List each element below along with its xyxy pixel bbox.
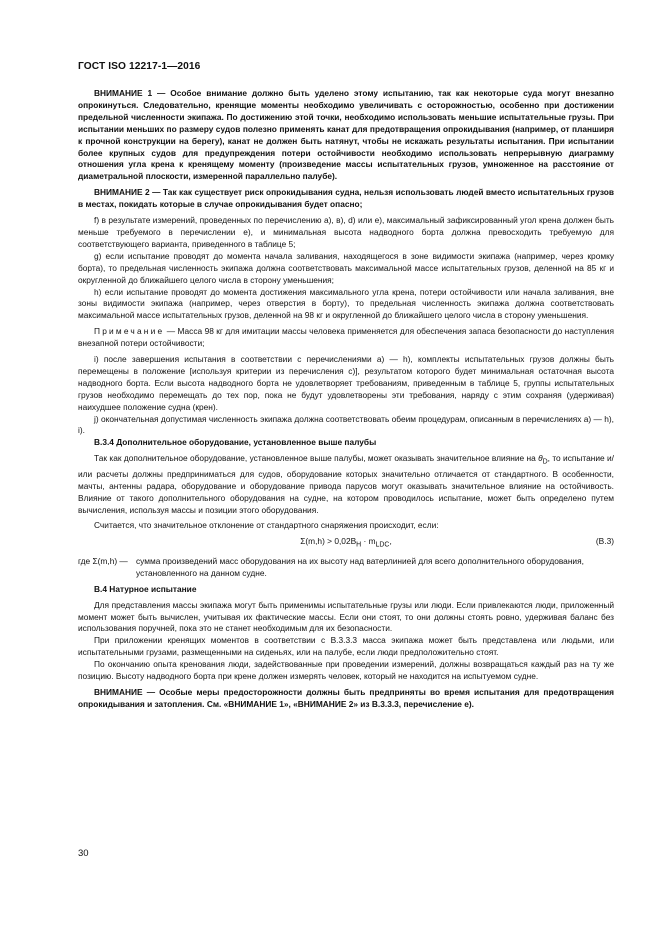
section-heading-b34: В.3.4 Дополнительное оборудование, установленное выше палубы xyxy=(94,437,377,448)
formula-b3 xyxy=(78,536,614,552)
formula-number: (B.3) xyxy=(595,536,614,547)
page-number: 30 xyxy=(78,848,89,859)
b34-paragraph-2: Считается, что значительное отклонение от стандартного снаряжения происходит, если: xyxy=(94,520,439,531)
list-item-h: h) если испытание проводят до момента достижения максимального угла крена, потери остойчивости или начала заливания, вне зоны видимости экипажа (например, через отверстия в борту), то предельная численность экипажа должна соответствовать максимальной массе испытательных грузов, деленной на 98 кг и округленной до ближайшего целого числа в сторону уменьшения. xyxy=(78,286,614,321)
where-text: сумма произведений масс оборудования на их высоту над ватерлинией для всего дополнительного оборудования, установленного на данном судне. xyxy=(136,555,584,578)
warning-3: ВНИМАНИЕ — Особые меры предосторожности должны быть предприняты во время испытания для предотвращения опрокидывания и затопления. См. «ВНИМАНИЕ 1», «ВНИМАНИЕ 2» из В.3.3.3, перечисление e). xyxy=(78,687,614,709)
warning-2: ВНИМАНИЕ 2 — Так как существует риск опрокидывания судна, нельзя использовать людей вместо испытательных грузов в местах, покидать которые в случае опрокидывания будет опасно; xyxy=(78,187,614,210)
list-item-g: g) если испытание проводят до момента начала заливания, находящегося в зоне видимости экипажа (например, через кромку борта), то предельная численность экипажа должна соответствовать максимальной массе испытательных грузов, деленной на 85 кг и округленной до ближайшего целого числа в сторону уменьшения; xyxy=(78,250,614,285)
theta-symbol: θ xyxy=(538,453,543,464)
b34-text-b: , то испытание и/или расчеты должны предприниматься для судов, оборудование которых значительно отличается от стандартного. В особенности, мачты, антенны радара, оборудование и оборудование привода парусов могут оказывать значительное влияние на остойчивость. Влияние от такого дополнительного оборудования на судне, на котором проводилось испытание, может быть определено путем вычисления, используя массы и позиции этого оборудования. xyxy=(78,453,614,515)
b4-paragraph-1: Для представления массы экипажа могут быть применимы испытательные грузы или люди. Если привлекаются люди, приложенный момент может быть вычислен, учитывая их фактические массы. Если они стоят, то они должны стоять ровно, удерживая баланс без использования поручней, пока это не станет необходимым для их безопасности. xyxy=(78,599,614,634)
formula-subscript-ldc: LDC xyxy=(375,542,390,550)
b34-text-a: Так как дополнительное оборудование, установленное выше палубы, может оказывать значительное влияние на xyxy=(94,453,539,464)
note-label: Примечание xyxy=(94,326,165,337)
note xyxy=(78,326,614,350)
where-label: где Σ(m,h) — xyxy=(78,555,128,566)
warning-1: ВНИМАНИЕ 1 — Особое внимание должно быть уделено этому испытанию, так как некоторые суда могут внезапно опрокинуться. Следовательно, кренящие моменты необходимо увеличивать с осторожностью, особенно при достижении предельной численности экипажа. По достижению этой точки, необходимо использовать меньшие испытательные грузы. При испытании меньших по размеру судов полезно применять канат для предотвращения опрокидывания (например, от планширя к прочной конструкции на берегу), канат не должен быть натянут, чтобы не искажать результаты испытания. При испытании более крупных судов для предупреждения потери остойчивости необходимо использовать непрерывную диаграмму отношения угла крена к кренящему моменту (произведение массы испытательных грузов, умноженное на расстояние от диаметральной плоскости, измеренной параллельно палубе). xyxy=(78,88,614,182)
formula-expression xyxy=(78,536,574,552)
list-item-j: j) окончательная допустимая численность экипажа должна соответствовать обеим процедурам, описанным в перечислениях a) — h), i). xyxy=(78,413,614,436)
b4-paragraph-2: При приложении кренящих моментов в соответствии с В.3.3.3 масса экипажа может быть представлена или людьми, или испытательными грузами, размещенными на сиденьях, или на палубе, если люди предположительно стоят. xyxy=(78,635,614,658)
theta-subscript: D xyxy=(542,458,548,466)
b4-paragraph-3: По окончанию опыта кренования люди, задействованные при проведении измерений, должны возвращаться каждый раз на ту же позицию. Высоту надводного борта при крене должен измерять человек, который не находится на испытуемом судне. xyxy=(78,659,614,682)
formula-mid: · m xyxy=(361,536,376,547)
list-item-i: i) после завершения испытания в соответствии с перечислениями a) — h), комплекты испытательных грузов должны быть перемещены в положение [используя критерии из перечисления c)], результатом которого будет минимальная остаточная высота надводного борта. Если высота надводного борта не удовлетворяет требованиям, приведенным в таблице 5, группы испытательных грузов необходимо перемещать до тех пор, пока не будут удовлетворены эти требования, наряду с этим сохраняя (удерживая) наихудшее положение судна (крен). xyxy=(78,354,614,412)
list-item-f: f) в результате измерений, проведенных по перечислению a), в), d) или e), максимальный зафиксированный угол крена должен быть меньше требуемого в перечислении e), и минимальная высота надводного борта должна превосходить требуемую для соответствующего варианта, приведенного в таблице 5; xyxy=(78,215,614,249)
formula-main: Σ(m,h) > 0,02B xyxy=(300,536,357,547)
formula-subscript-h: H xyxy=(356,542,362,550)
b34-paragraph-1 xyxy=(78,453,614,516)
formula-end: , xyxy=(389,536,392,547)
page-body xyxy=(78,88,614,715)
note-text: — Масса 98 кг для имитации массы человека применяется для обеспечения запаса безопасности до наступления внезапной потери остойчивости; xyxy=(78,326,614,349)
section-heading-b4: В.4 Натурное испытание xyxy=(94,583,197,594)
formula-where xyxy=(78,556,614,580)
document-header: ГОСТ ISO 12217-1—2016 xyxy=(78,61,201,72)
